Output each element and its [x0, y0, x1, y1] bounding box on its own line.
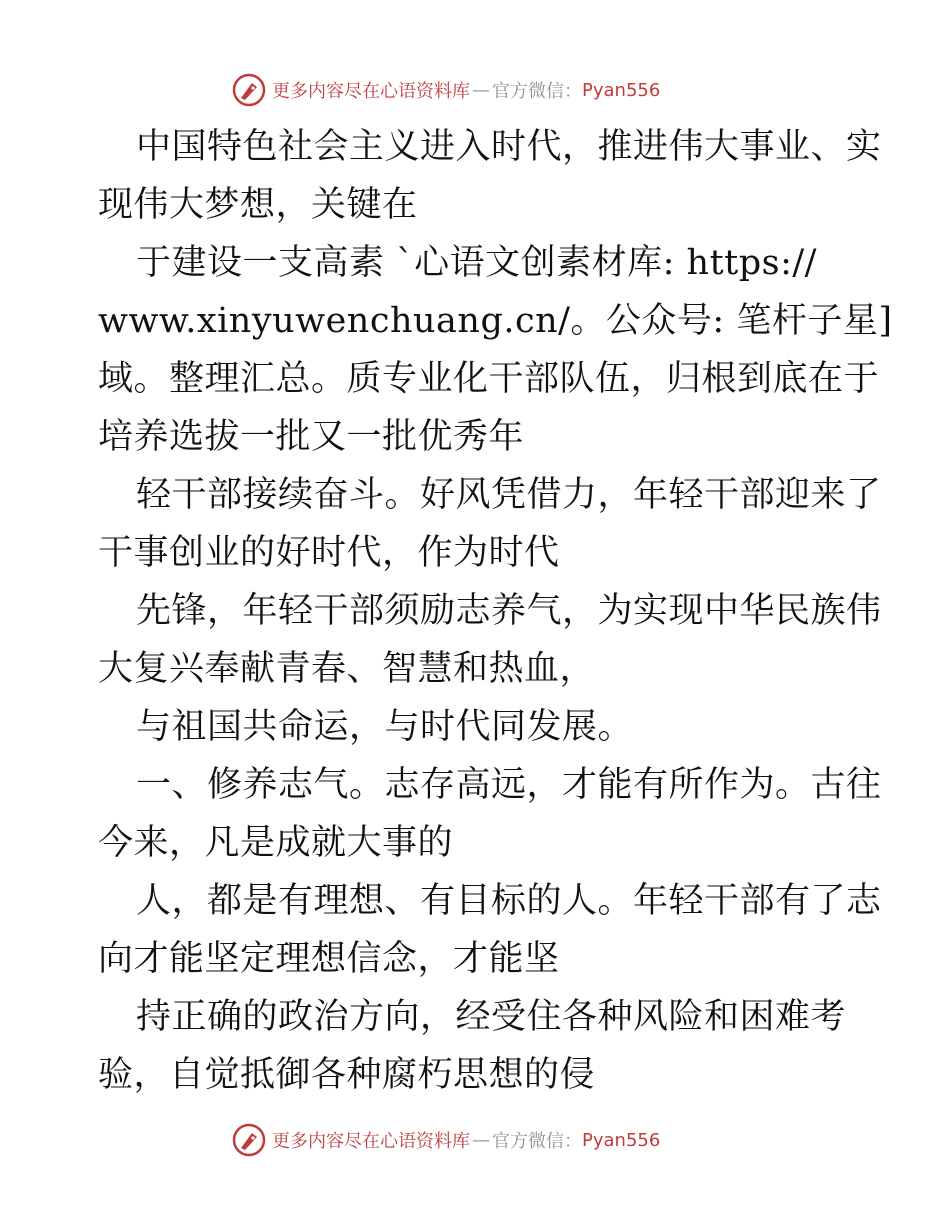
text-line: 干事创业的好时代，作为时代 — [98, 533, 560, 573]
text-line: 大复兴奉献青春、智慧和热血， — [98, 649, 596, 689]
text-line: 与祖国共命运，与时代同发展。 — [136, 707, 634, 747]
text-line: 验，自觉抵御各种腐朽思想的侵 — [98, 1055, 596, 1095]
text-line: 人，都是有理想、有目标的人。年轻干部有了志 — [136, 881, 882, 921]
watermark-wechat-label: 官方微信： — [492, 81, 582, 102]
text-line: 中国特色社会主义进入时代，推进伟大事业、实 — [136, 127, 882, 167]
watermark-main-text: 更多内容尽在心语资料库 — [272, 81, 470, 102]
text-line: 轻干部接续奋斗。好风凭借力，年轻干部迎来了 — [136, 475, 882, 515]
text-line: 先锋，年轻干部须励志养气，为实现中华民族伟 — [136, 591, 882, 631]
text-line: 域。整理汇总。质专业化干部队伍，归根到底在于 — [98, 359, 880, 399]
watermark-wechat-handle: Pyan556 — [582, 79, 661, 101]
header-watermark — [232, 70, 660, 110]
footer-watermark — [232, 1120, 660, 1160]
text-line: 培养选拔一批又一批优秀年 — [98, 417, 525, 457]
pen-nib-logo-icon — [232, 1123, 266, 1157]
text-line: 现伟大梦想，关键在 — [98, 185, 418, 225]
text-line: 向才能坚定理想信念，才能坚 — [98, 939, 560, 979]
text-line: 今来，凡是成就大事的 — [98, 823, 454, 863]
document-body — [98, 118, 893, 1104]
text-line: 持正确的政治方向，经受住各种风险和困难考 — [136, 997, 847, 1037]
watermark-separator: — — [472, 1129, 490, 1151]
watermark-main-text: 更多内容尽在心语资料库 — [272, 1131, 470, 1152]
text-line: 一、修养志气。志存高远，才能有所作为。古往 — [136, 765, 882, 805]
watermark-wechat-handle: Pyan556 — [582, 1129, 661, 1151]
watermark-wechat-label: 官方微信： — [492, 1131, 582, 1152]
pen-nib-logo-icon — [232, 73, 266, 107]
watermark-separator: — — [472, 79, 490, 101]
text-line: www.xinyuwenchuang.cn/。公众号: 笔杆子星] — [98, 301, 893, 341]
text-line: 于建设一支高素 `心语文创素材库: https:// — [136, 243, 817, 283]
